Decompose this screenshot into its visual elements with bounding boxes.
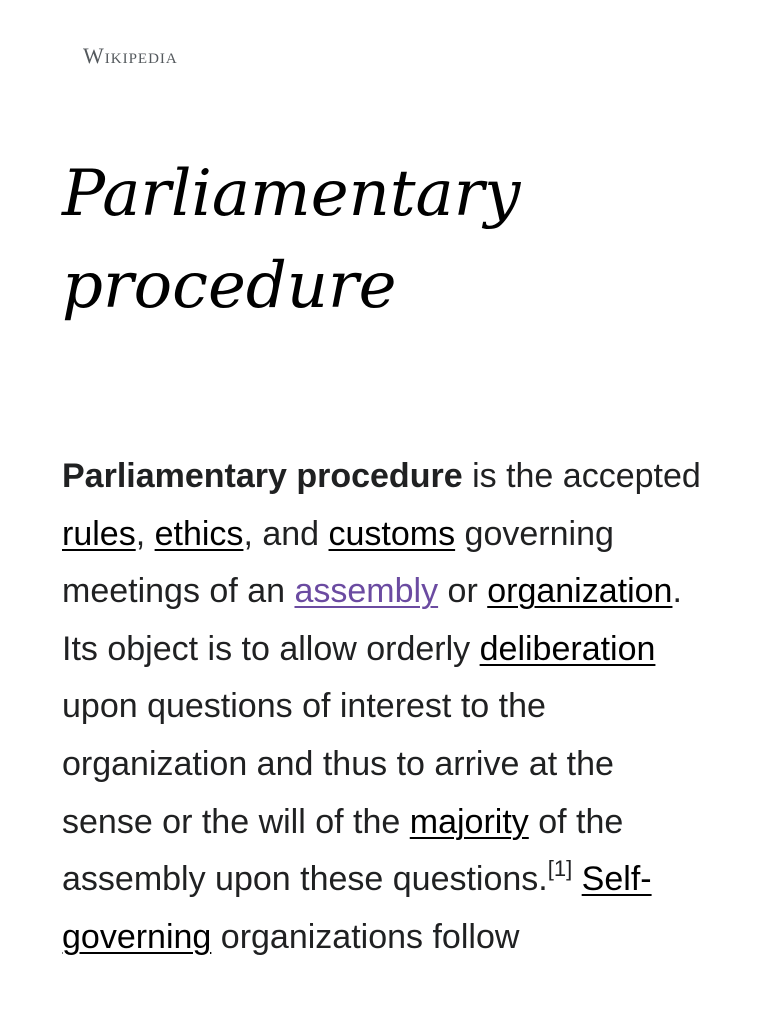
lead-text: or — [438, 572, 488, 611]
lead-text — [572, 860, 581, 898]
bold-term: Parliamentary procedure — [62, 457, 463, 495]
link-deliberation[interactable]: deliberation — [479, 629, 656, 668]
wikipedia-wordmark[interactable]: Wikipedia — [83, 43, 178, 68]
site-header — [83, 40, 178, 72]
lead-text: , and — [243, 514, 329, 553]
page-title: Parliamentary procedure — [62, 157, 521, 323]
lead-text: of the assembly upon these questions. — [62, 802, 624, 899]
link-customs[interactable]: customs — [328, 514, 456, 553]
link-assembly[interactable]: assembly — [294, 572, 439, 611]
link-majority[interactable]: majority — [409, 802, 529, 841]
lead-text: is the accepted — [462, 457, 701, 495]
article-lead-paragraph — [62, 448, 712, 966]
lead-text: organizations follow — [211, 917, 520, 956]
link-ethics[interactable]: ethics — [154, 514, 244, 553]
lead-text: , — [135, 514, 155, 553]
link-self-governing[interactable]: Self-governing — [62, 860, 652, 956]
citation-reference[interactable]: [1] — [547, 856, 573, 882]
lead-text: . Its object is to allow orderly — [62, 572, 682, 668]
link-rules[interactable]: rules — [62, 514, 136, 553]
lead-text: upon questions of interest to the organization and thus to arrive at the sense or the will of the — [62, 687, 614, 841]
link-organization[interactable]: organization — [487, 572, 673, 611]
lead-text: governing meetings of an — [62, 514, 614, 611]
